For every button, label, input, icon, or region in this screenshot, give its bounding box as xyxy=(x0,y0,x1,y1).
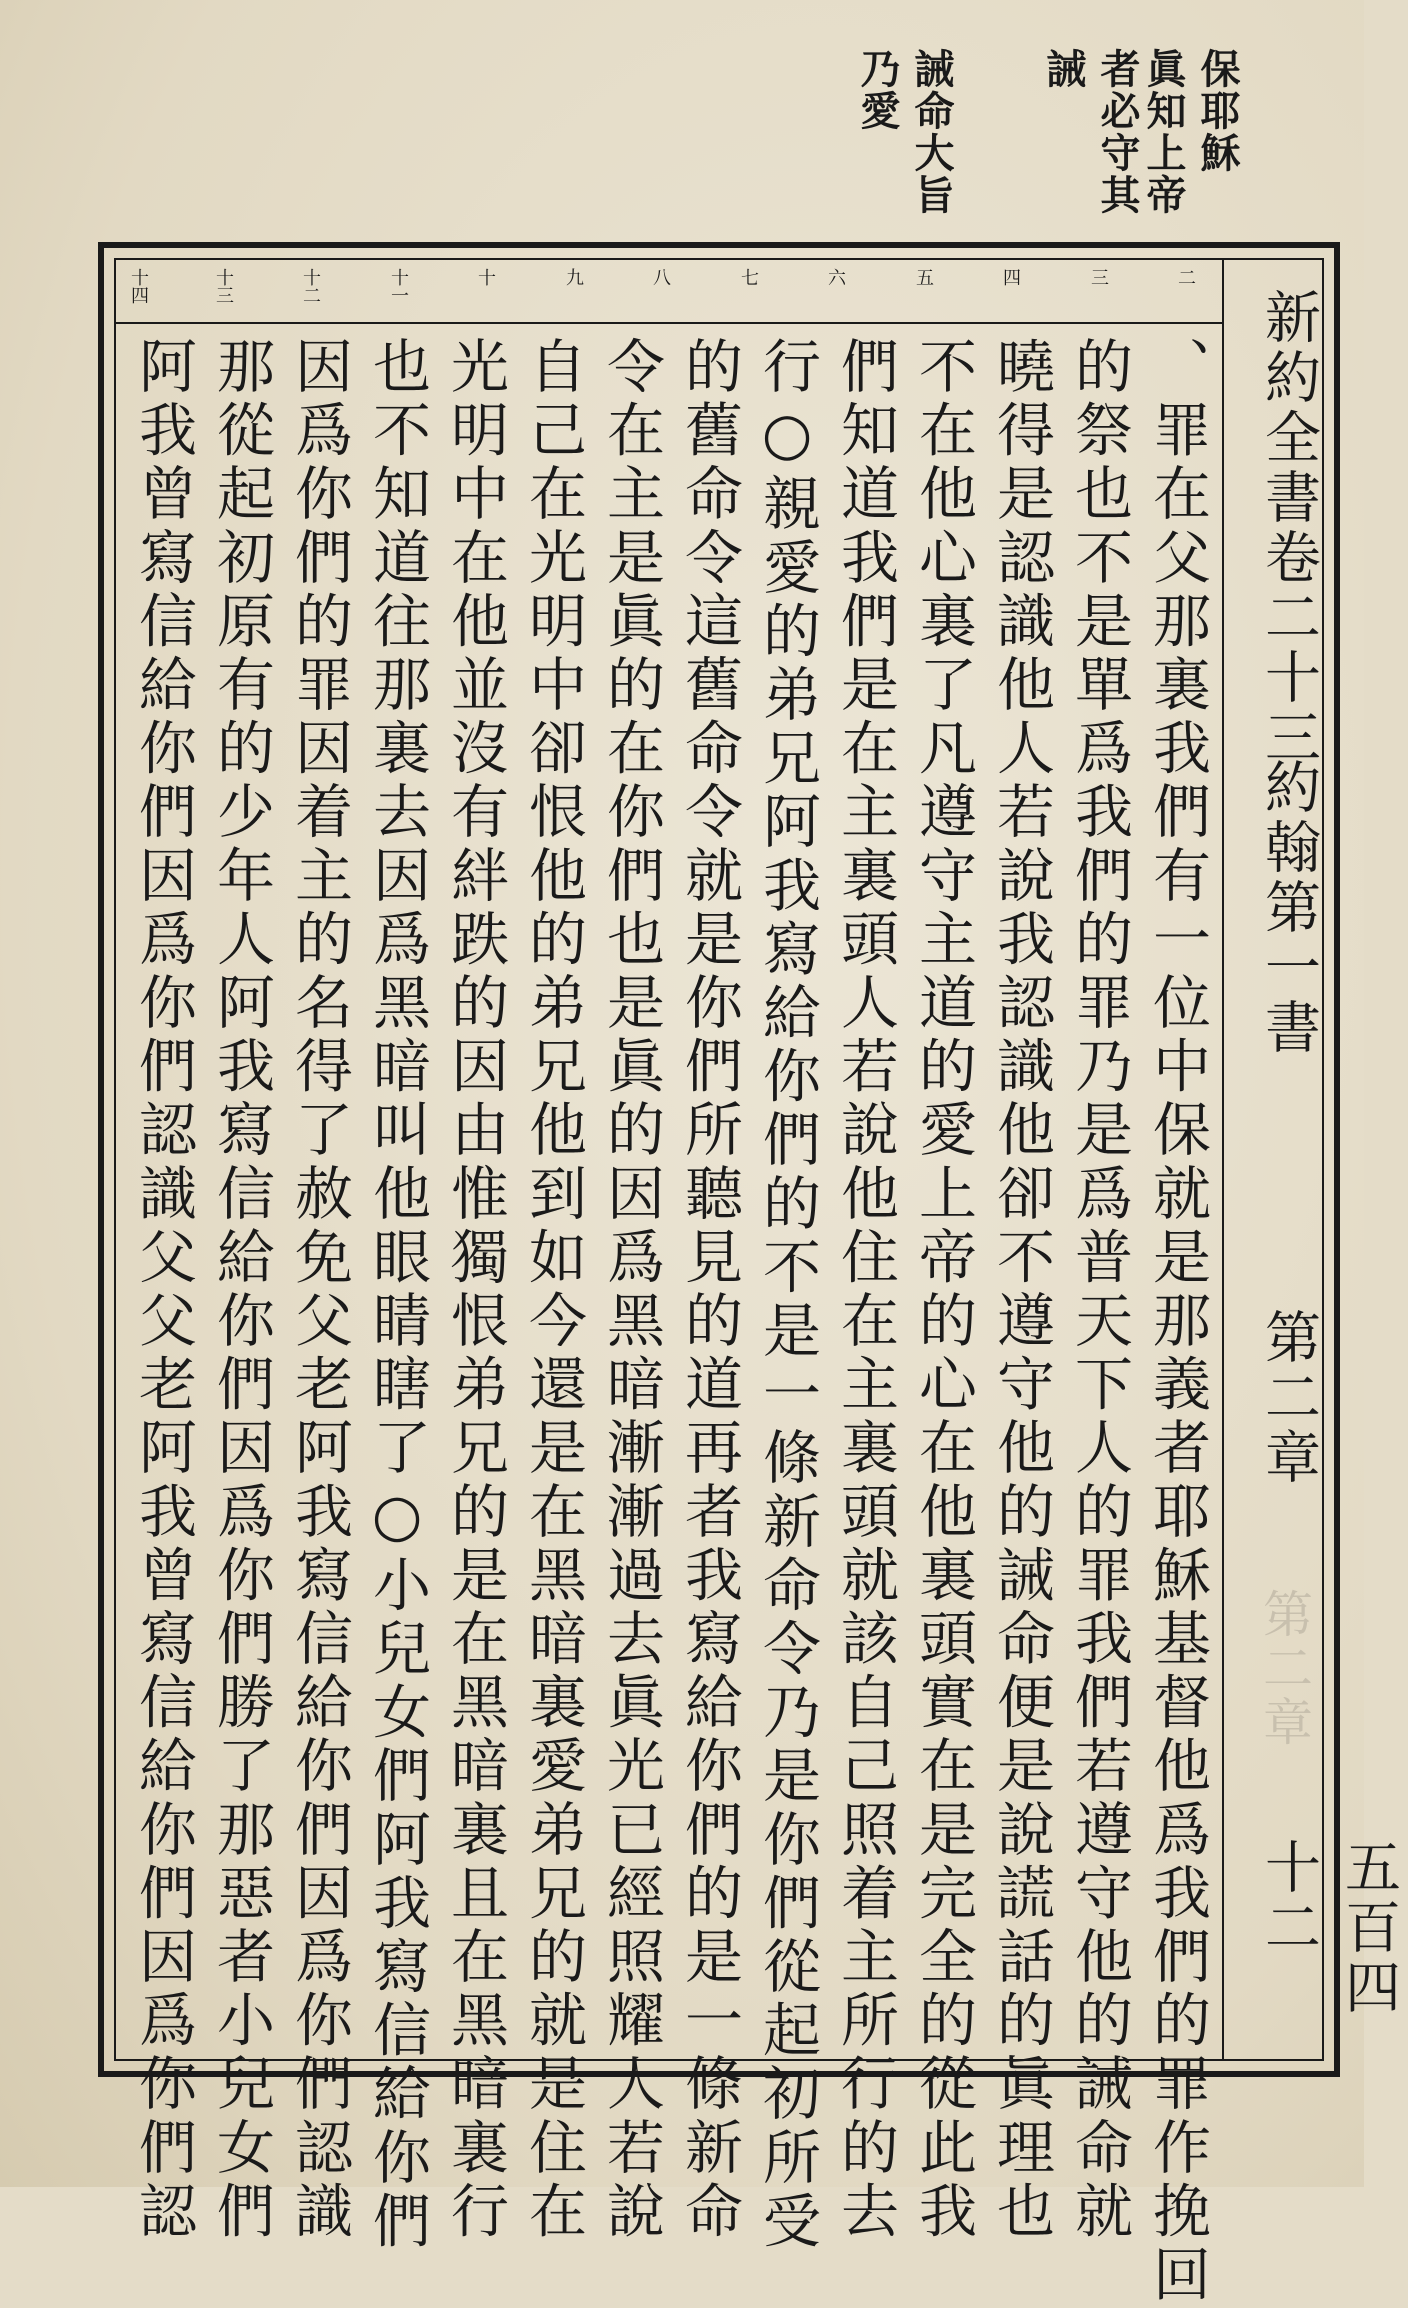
margin-note: 乃愛 xyxy=(854,48,901,132)
text-column: 的舊命令這舊命令就是你們所聽見的道再者我寫給你們的是一條新命 xyxy=(675,336,743,2244)
verse-number-strip xyxy=(116,260,1222,324)
text-column: 不在他心裏了凡遵守主道的愛上帝的心在他裏頭實在是完全的從此我 xyxy=(909,336,977,2244)
verse-number: 十一 xyxy=(388,268,409,304)
margin-note: 誡 xyxy=(1040,48,1087,90)
verse-number: 十三 xyxy=(213,268,234,304)
text-column: 自己在光明中卻恨他的弟兄他到如今還是在黑暗裏愛弟兄的就是住在 xyxy=(519,336,587,2244)
verse-number: 十 xyxy=(475,268,496,286)
verse-number: 十四 xyxy=(128,268,149,304)
text-column: 曉得是認識他人若說我認識他卻不遵守他的誡命便是說謊話的眞理也 xyxy=(987,336,1055,2244)
text-column: 、罪在父那裏我們有一位中保就是那義者耶穌基督他爲我們的罪作挽回 xyxy=(1143,336,1211,2308)
scripture-text xyxy=(129,326,1218,2308)
verse-number: 四 xyxy=(1000,268,1021,286)
book-title: 新約全書卷二十三 xyxy=(1256,288,1321,768)
page-frame xyxy=(98,242,1401,2308)
page-number: 五百四十二 xyxy=(1256,1838,1401,2018)
text-column: 也不知道往那裏去因爲黑暗叫他眼睛瞎了○小兒女們阿我寫信給你們 xyxy=(363,336,431,2254)
verse-number: 二 xyxy=(1175,268,1196,286)
text-column: 們知道我們是在主裏頭人若說他住在主裏頭就該自己照着主所行的去 xyxy=(831,336,899,2244)
text-column: 因爲你們的罪因着主的名得了赦免父老阿我寫信給你們因爲你們認識 xyxy=(285,336,353,2244)
verse-number: 六 xyxy=(825,268,846,286)
text-column: 那從起初原有的少年人阿我寫信給你們因爲你們勝了那惡者小兒女們 xyxy=(207,336,275,2244)
margin-notes xyxy=(740,48,1240,238)
verse-number: 七 xyxy=(738,268,759,286)
text-column: 行○親愛的弟兄阿我寫給你們的不是一條新命令乃是你們從起初所受 xyxy=(753,336,821,2254)
verse-number: 九 xyxy=(563,268,584,286)
verse-number: 五 xyxy=(913,268,934,286)
chapter-faint-note: 第二章 xyxy=(1255,1588,1313,1750)
epistle-title: 約翰第一書 xyxy=(1256,758,1321,1058)
margin-note: 誡命大旨 xyxy=(908,48,955,216)
text-column: 光明中在他並沒有絆跌的因由惟獨恨弟兄的是在黑暗裏且在黑暗裏行 xyxy=(441,336,509,2244)
running-header xyxy=(1222,258,1401,2061)
verse-number: 十二 xyxy=(300,268,321,304)
text-column: 令在主是眞的在你們也是眞的因爲黑暗漸漸過去眞光已經照耀人若說 xyxy=(597,336,665,2244)
margin-note: 保耶穌 xyxy=(1194,48,1241,174)
verse-number: 三 xyxy=(1088,268,1109,286)
text-column: 阿我曾寫信給你們因爲你們認識父父老阿我曾寫信給你們因爲你們認 xyxy=(129,336,197,2244)
margin-note: 眞知上帝者必守其 xyxy=(1094,48,1187,216)
chapter-title: 第二章 xyxy=(1256,1308,1321,1488)
text-column: 的祭也不是單爲我們的罪乃是爲普天下人的罪我們若遵守他的誡命就 xyxy=(1065,336,1133,2244)
verse-number: 八 xyxy=(650,268,671,286)
